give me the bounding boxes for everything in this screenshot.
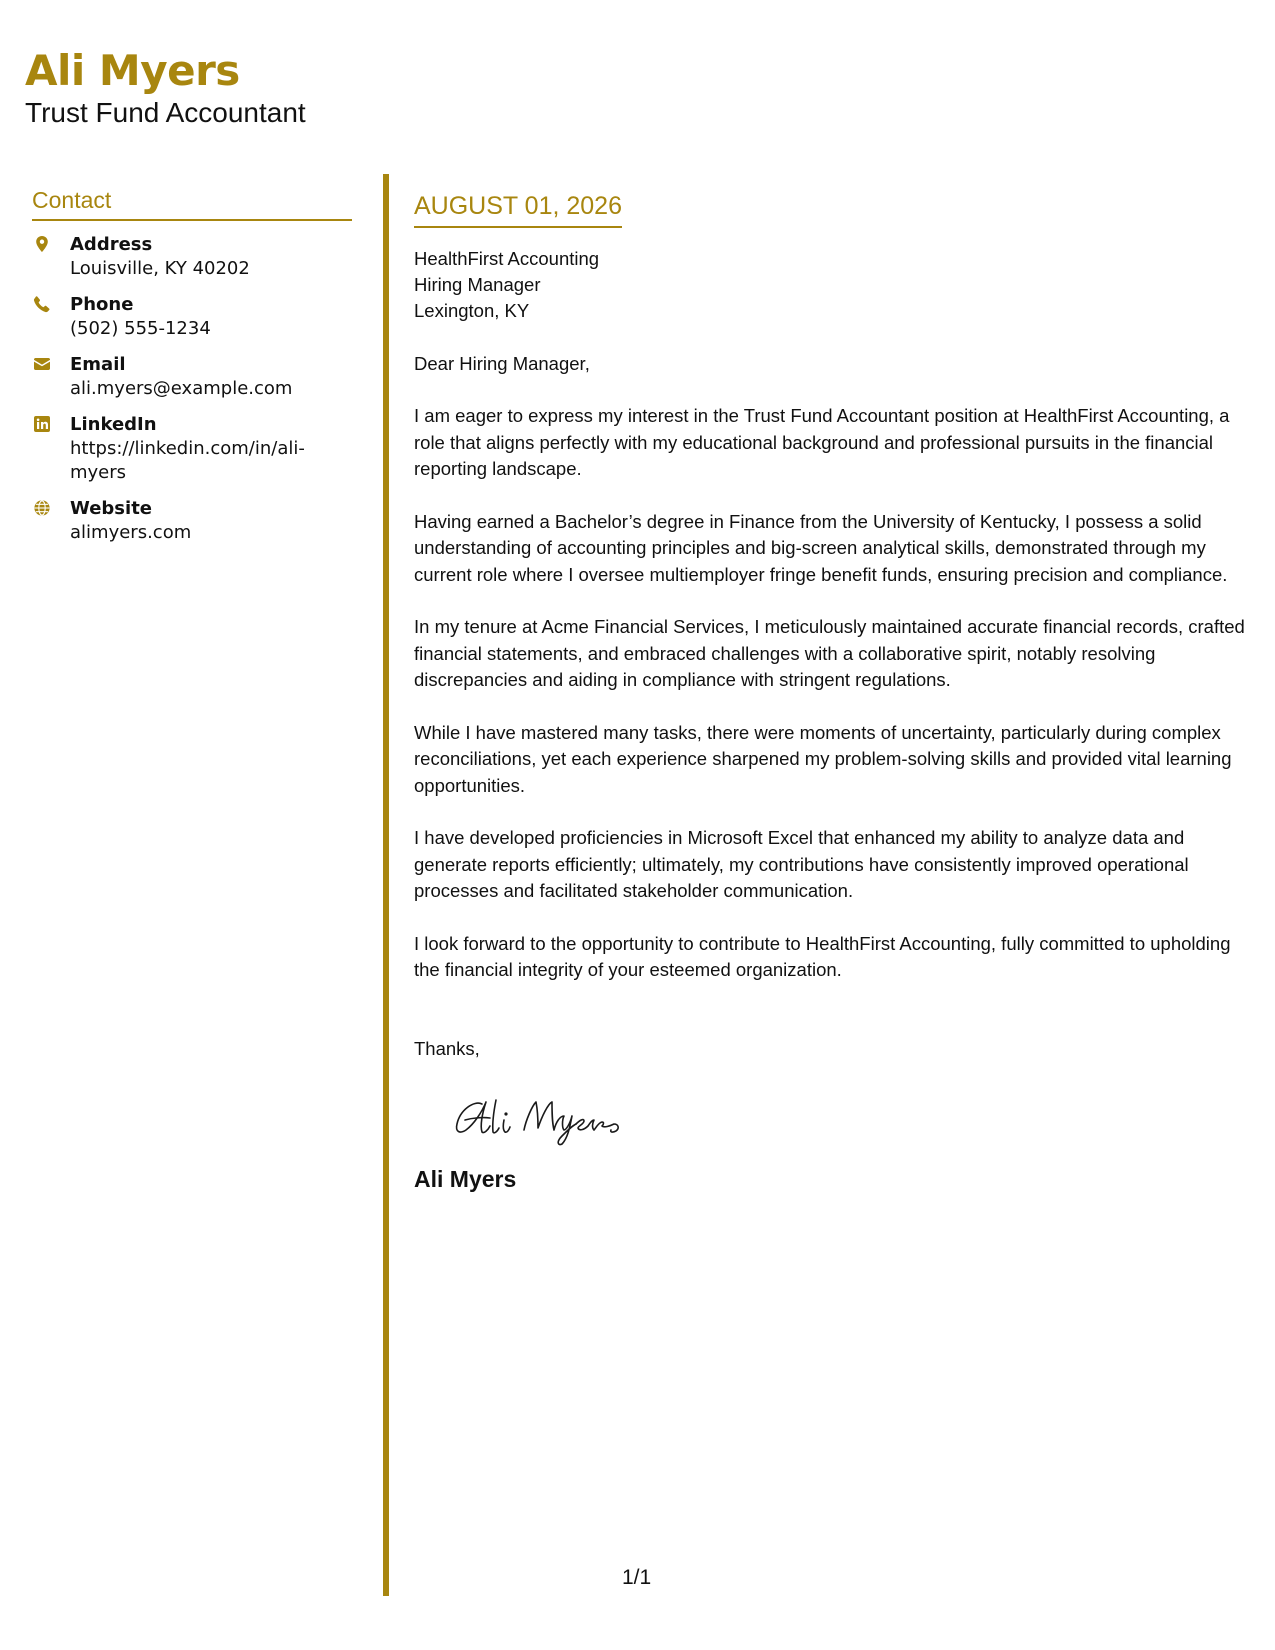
- recipient-block: [414, 246, 1249, 324]
- letter-paragraphs: [414, 403, 1249, 984]
- contact-label: Email: [70, 354, 126, 375]
- contact-label: Address: [70, 234, 153, 255]
- phone-value: (502) 555-1234: [70, 318, 211, 339]
- linkedin-value[interactable]: https://linkedin.com/in/ali-myers: [70, 438, 305, 483]
- contact-label: LinkedIn: [70, 414, 157, 435]
- vertical-divider: [383, 174, 389, 1596]
- contact-item-phone: [32, 293, 352, 341]
- recipient-location: Lexington, KY: [414, 300, 530, 321]
- globe-icon: [33, 499, 51, 517]
- contact-item-address: [32, 233, 352, 281]
- email-value[interactable]: ali.myers@example.com: [70, 378, 293, 399]
- contact-item-linkedin: [32, 413, 352, 485]
- map-pin-icon: [33, 235, 51, 253]
- letter-body: [414, 190, 1249, 1194]
- paragraph: In my tenure at Acme Financial Services, I meticulously maintained accurate financial records, crafted financial statements, and embraced challenges with a collaborative spirit, notably resolving discrepancies and aiding in compliance with stringent regulations.: [414, 616, 1245, 690]
- paragraph: Having earned a Bachelor’s degree in Finance from the University of Kentucky, I possess a solid understanding of accounting principles and big-screen analytical skills, demonstrated through my current role where I oversee multiemployer fringe benefit funds, ensuring precision and compliance.: [414, 510, 1228, 585]
- applicant-name: Ali Myers: [25, 46, 240, 95]
- recipient-company: HealthFirst Accounting: [414, 248, 600, 269]
- contact-item-email: [32, 353, 352, 401]
- job-title: Trust Fund Accountant: [25, 97, 306, 128]
- paragraph: I have developed proficiencies in Microsoft Excel that enhanced my ability to analyze data and generate reports efficiently; ultimately, my contributions have consistently improved operational processes and facilitated stakeholder communication.: [414, 827, 1189, 901]
- envelope-icon: [33, 355, 51, 373]
- salutation: Dear Hiring Manager,: [414, 353, 590, 374]
- contact-sidebar: [32, 186, 352, 545]
- website-value[interactable]: alimyers.com: [70, 522, 192, 543]
- letter-date: AUGUST 01, 2026: [414, 190, 622, 228]
- handwritten-signature: [452, 1090, 642, 1146]
- address-value: Louisville, KY 40202: [70, 258, 250, 279]
- paragraph: While I have mastered many tasks, there were moments of uncertainty, particularly during complex reconciliations, yet each experience sharpened my problem-solving skills and provided vital learning opportunities.: [414, 721, 1232, 796]
- header: [25, 44, 306, 130]
- paragraph: I am eager to express my interest in the Trust Fund Accountant position at HealthFirst Accounting, a role that aligns perfectly with my educational background and professional pursuits in the financial reporting landscape.: [414, 405, 1230, 479]
- contact-label: Website: [70, 498, 153, 519]
- phone-icon: [33, 295, 51, 313]
- paragraph: I look forward to the opportunity to contribute to HealthFirst Accounting, fully committed to upholding the financial integrity of your esteemed organization.: [414, 932, 1231, 980]
- contact-item-website: [32, 497, 352, 545]
- page-number: 1/1: [622, 1566, 652, 1589]
- recipient-role: Hiring Manager: [414, 274, 541, 295]
- contact-heading: Contact: [32, 186, 352, 221]
- linkedin-icon: [33, 415, 51, 433]
- contact-label: Phone: [70, 294, 134, 315]
- closing: Thanks,: [414, 1037, 480, 1059]
- signed-name: Ali Myers: [414, 1165, 517, 1192]
